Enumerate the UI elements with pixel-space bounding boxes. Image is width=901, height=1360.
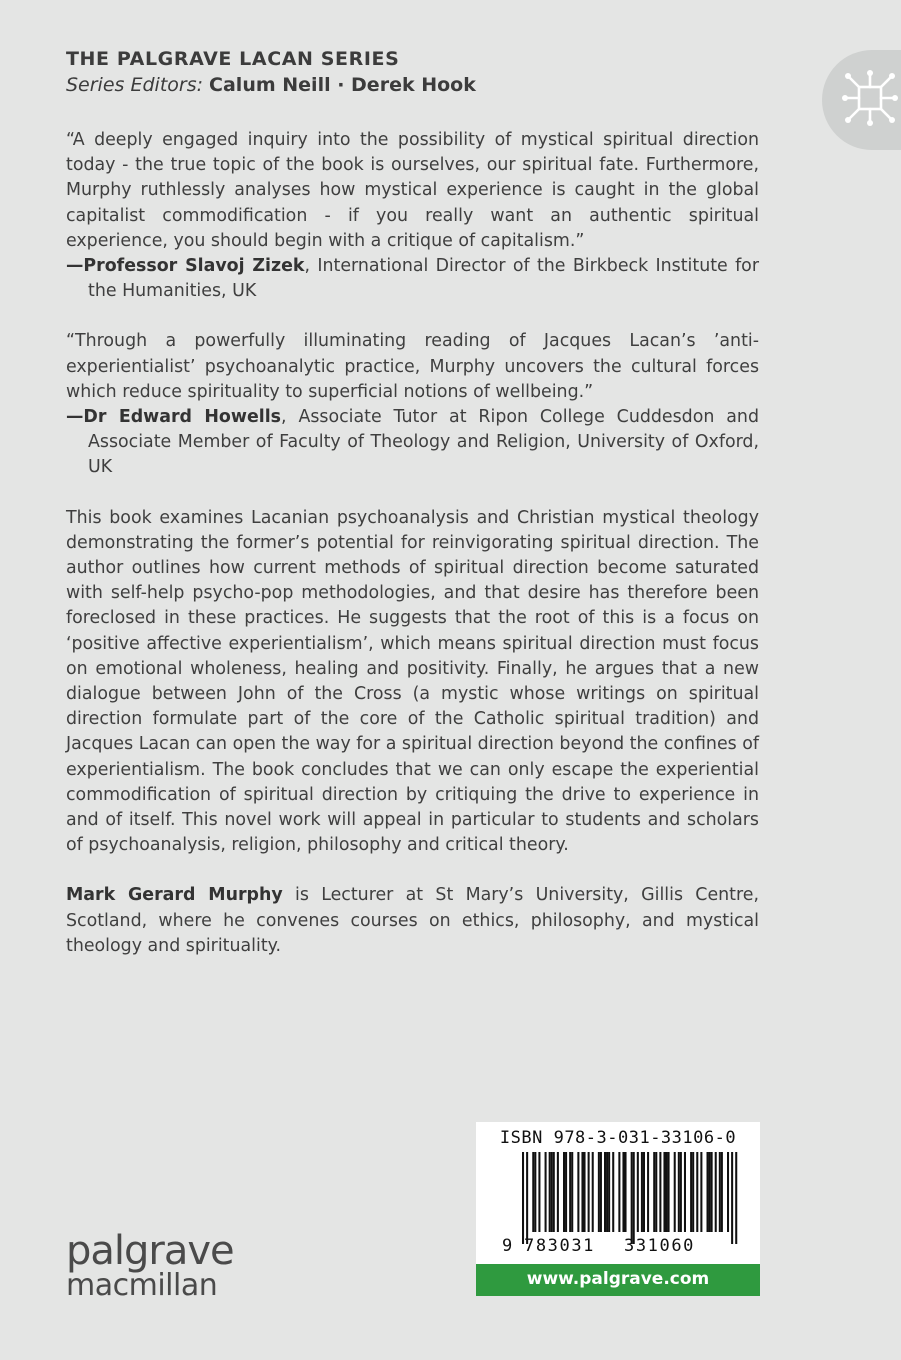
barcode-bar <box>692 1152 694 1232</box>
barcode-bar <box>622 1152 624 1232</box>
barcode-bar <box>663 1152 665 1232</box>
barcode-bar <box>625 1152 627 1232</box>
barcode-bar <box>666 1152 668 1232</box>
publisher-logo-line1: palgrave <box>66 1228 234 1274</box>
barcode-bar <box>653 1152 655 1232</box>
barcode-bar <box>569 1152 571 1232</box>
barcode-bar <box>674 1152 676 1232</box>
barcode-bar <box>643 1152 645 1232</box>
barcode-bar <box>715 1152 717 1232</box>
series-editors-names: Calum Neill · Derek Hook <box>209 74 476 96</box>
endorsement-attribution <box>66 254 759 304</box>
barcode-bar <box>668 1152 670 1232</box>
barcode-bar <box>592 1152 594 1232</box>
author-bio <box>66 883 759 959</box>
barcode-bar <box>584 1152 586 1232</box>
publisher-url[interactable]: www.palgrave.com <box>476 1264 760 1296</box>
endorsement-quote: “Through a powerfully illuminating reading of Jacques Lacan’s ’anti-experientialist’ psychoanalytic practice, Murphy uncovers the cultural forces which reduce spirituality to superficial notions of wellbeing.” <box>66 331 759 402</box>
barcode-bar <box>678 1152 680 1232</box>
endorsement-2 <box>66 329 759 480</box>
series-editors-label: Series Editors: <box>66 74 203 96</box>
isbn-text: ISBN 978-3-031-33106-0 <box>499 1128 737 1148</box>
barcode-bar <box>700 1152 702 1232</box>
barcode-bar <box>721 1152 723 1232</box>
barcode-bar <box>571 1152 573 1232</box>
endorsement-dash: — <box>66 256 84 277</box>
barcode-bar <box>577 1152 579 1232</box>
emblem-tab <box>822 50 901 150</box>
series-header <box>66 46 766 98</box>
barcode-bar <box>684 1152 686 1232</box>
barcode-bar <box>696 1152 698 1232</box>
barcode-bar <box>709 1152 711 1232</box>
barcode-bar <box>612 1152 614 1232</box>
barcode-bar <box>526 1152 528 1244</box>
barcode-bar <box>735 1152 737 1244</box>
palgrave-emblem-icon <box>840 68 900 128</box>
barcode-bars <box>476 1152 760 1244</box>
barcode-bar <box>606 1152 608 1232</box>
endorsement-dash: — <box>66 407 84 428</box>
barcode-bar <box>647 1152 649 1232</box>
author-bio-text: is Lecturer at St Mary’s University, Gillis Centre, Scotland, where he convenes courses on ethics, philosophy, and mystical theology and spirituality. <box>66 885 759 956</box>
barcode-bar <box>563 1152 565 1232</box>
barcode-bar <box>545 1152 547 1232</box>
barcode-bar <box>522 1152 524 1244</box>
barcode-bar <box>538 1152 540 1232</box>
publisher-logo-line2: macmillan <box>66 1268 218 1303</box>
barcode-bar <box>608 1152 610 1232</box>
author-name: Mark Gerard Murphy <box>66 885 283 906</box>
barcode-bar <box>581 1152 583 1232</box>
endorsement-name: Professor Slavoj Zizek <box>83 256 305 277</box>
barcode-bar <box>604 1152 606 1232</box>
endorsement-quote: “A deeply engaged inquiry into the possibility of mystical spiritual direction today - the true topic of the book is ourselves, our spiritual fate. Furthermore, Murphy ruthlessly analyses how mystical experience is caught in the global capitalist commodification - if you really want an authentic spiritual experience, you should begin with a critique of capitalism.” <box>66 130 759 251</box>
endorsement-affiliation: , International Director of the Birkbeck Institute for the Humanities, UK <box>88 256 759 302</box>
barcode-bar <box>690 1152 692 1232</box>
endorsement-1 <box>66 128 759 304</box>
back-cover-text <box>66 128 759 959</box>
barcode-bar <box>631 1152 633 1244</box>
barcode-bar <box>633 1152 635 1244</box>
barcode-bar <box>641 1152 643 1232</box>
publisher-logo <box>66 1228 234 1303</box>
barcode-bar <box>534 1152 536 1232</box>
barcode-bar <box>711 1152 713 1232</box>
endorsement-attribution <box>66 405 759 481</box>
barcode-bar <box>553 1152 555 1232</box>
series-editors <box>66 72 766 98</box>
barcode-digit-group-2: 331060 <box>624 1236 696 1256</box>
series-title: THE PALGRAVE LACAN SERIES <box>66 48 400 70</box>
barcode-bar <box>659 1152 661 1232</box>
barcode-bar <box>600 1152 602 1232</box>
barcode-bar <box>565 1152 567 1232</box>
barcode-digit-first: 9 <box>502 1236 513 1256</box>
barcode-bar <box>532 1152 534 1232</box>
endorsement-name: Dr Edward Howells <box>83 407 282 428</box>
barcode-bar <box>557 1152 559 1232</box>
barcode-bar <box>551 1152 553 1232</box>
endorsement-affiliation: , Associate Tutor at Ripon College Cuddesdon and Associate Member of Faculty of Theology and Religion, University of Oxford, UK <box>88 407 759 478</box>
book-description: This book examines Lacanian psychoanalysis and Christian mystical theology demonstrating the former’s potential for reinvigorating spiritual direction. The author outlines how current methods of spiritual direction become saturated with self-help psycho-pop methodologies, and that desire has therefore been foreclosed in these practices. He suggests that the root of this is a focus on ‘positive affective experientialism’, which means spiritual direction must focus on emotional wholeness, healing and positivity. Finally, he argues that a new dialogue between John of the Cross (a mystic whose writings on spiritual direction formulate part of the core of the Catholic spiritual tradition) and Jacques Lacan can open the way for a spiritual direction beyond the confines of experientialism. The book concludes that we can only escape the experiential commodification of spiritual direction by critiquing the drive to experience in and of itself. This novel work will appeal in particular to students and scholars of psychoanalysis, religion, philosophy and critical theory. <box>66 507 759 856</box>
barcode-bar <box>655 1152 657 1232</box>
barcode-bar <box>707 1152 709 1232</box>
barcode-bar <box>637 1152 639 1232</box>
barcode-bar <box>598 1152 600 1232</box>
barcode-bar <box>731 1152 733 1244</box>
barcode-bar <box>727 1152 729 1232</box>
barcode-digit-group-1: 783031 <box>524 1236 596 1256</box>
barcode-bar <box>588 1152 590 1232</box>
barcode-bar <box>618 1152 620 1232</box>
barcode-bar <box>680 1152 682 1232</box>
isbn-barcode <box>476 1122 760 1264</box>
barcode-bar <box>719 1152 721 1232</box>
barcode-bar <box>549 1152 551 1232</box>
